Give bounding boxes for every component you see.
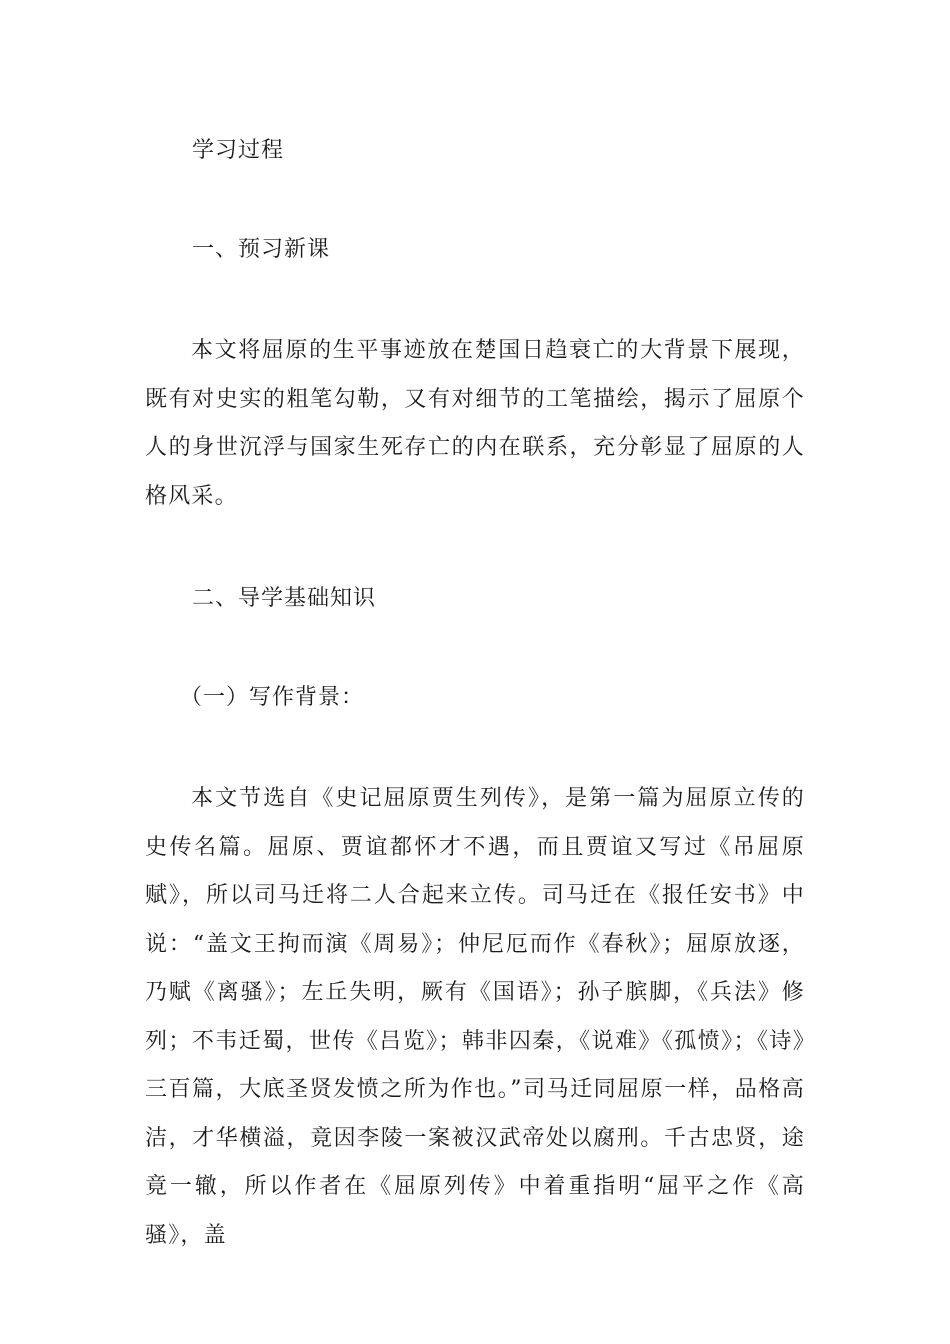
section-heading-basics: 二、导学基础知识 (192, 586, 377, 611)
section-heading-preview: 一、预习新课 (192, 237, 331, 262)
document-title: 学习过程 (192, 138, 285, 163)
subsection-heading-background: （一）写作背景： (180, 685, 365, 710)
paragraph-preview: 本文将屈原的生平事迹放在楚国日趋衰亡的大背景下展现，既有对史实的粗笔勾勒，又有对细节的工笔描绘，揭示了屈原个人的身世沉浮与国家生死存亡的内在联系，充分彰显了屈原的人格风采。 (145, 338, 805, 509)
paragraph-background: 本文节选自《史记屈原贾生列传》，是第一篇为屈原立传的史传名篇。屈原、贾谊都怀才不遇，而且贾谊又写过《吊屈原赋》，所以司马迁将二人合起来立传。司马迁在《报任安书》中说：“盖文王拘而演《周易》；仲尼厄而作《春秋》；屈原放逐，乃赋《离骚》；左丘失明，厥有《国语》；孙子膑脚，《兵法》修列；不韦迁蜀，世传《吕览》；韩非囚秦，《说难》《孤愤》；《诗》三百篇，大底圣贤发愤之所为作也。”司马迁同屈原一样，品格高洁，才华横溢，竟因李陵一案被汉武帝处以腐刑。千古忠贤，途竟一辙，所以作者在《屈原列传》中着重指明“屈平之作《高骚》，盖 (145, 786, 805, 1248)
